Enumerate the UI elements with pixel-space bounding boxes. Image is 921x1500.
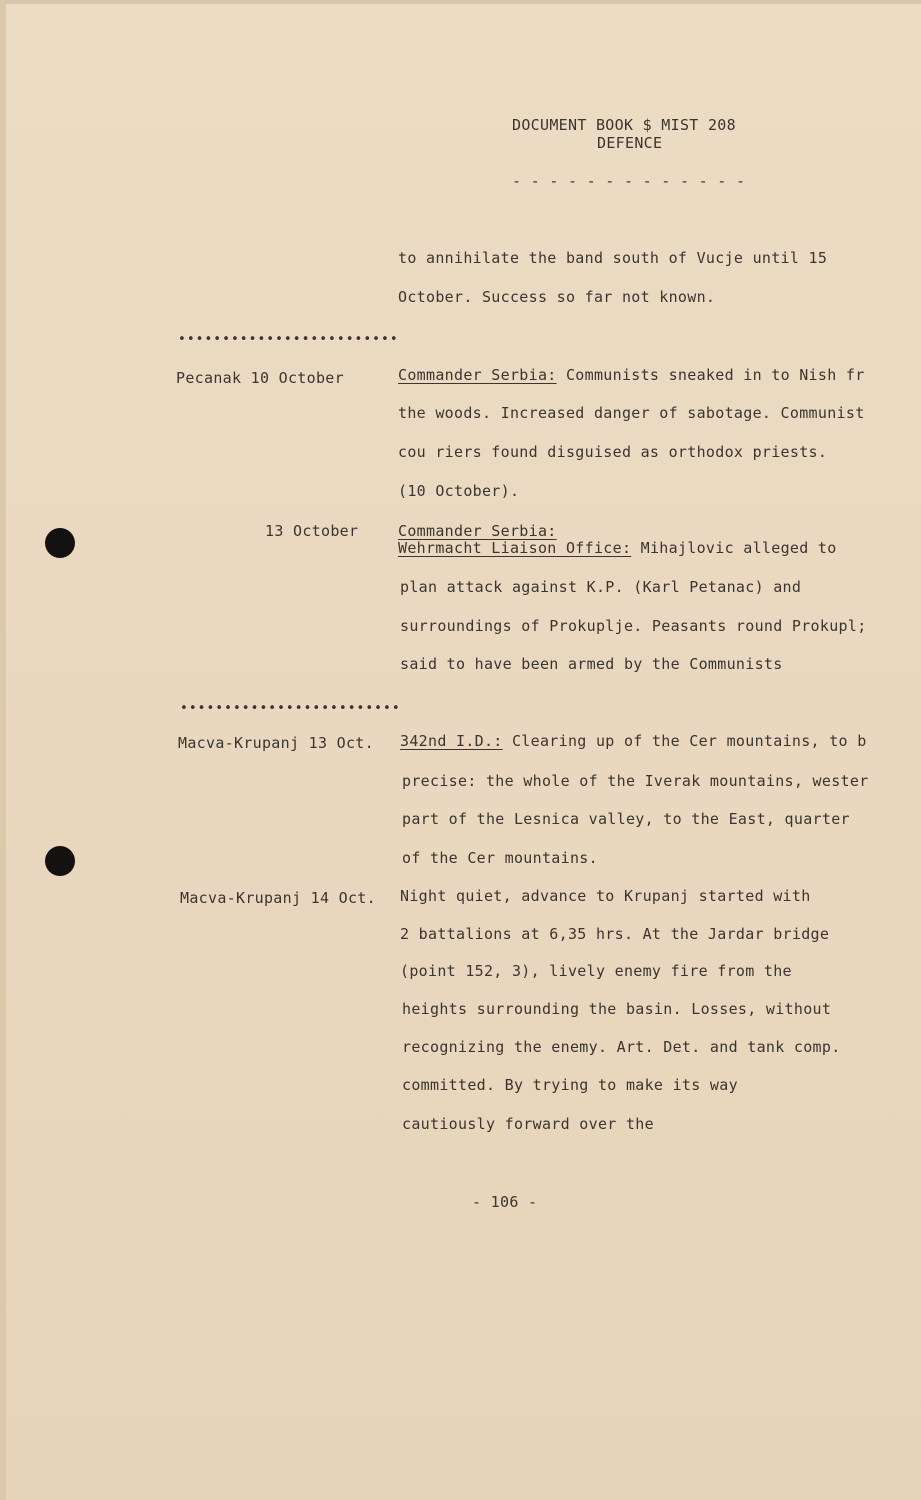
entry-1-line-3: cou riers found disguised as orthodox priests. — [398, 443, 828, 461]
entry-3-heading: 342nd I.D.: — [400, 732, 503, 750]
entry-2-line-2 — [398, 539, 837, 557]
entry-2-line-4: surroundings of Prokuplje. Peasants round Prokupl; — [400, 617, 867, 635]
entry-1-line-2: the woods. Increased danger of sabotage. Communist — [398, 404, 865, 422]
document-book-title: DOCUMENT BOOK $ MIST 208 — [512, 116, 736, 134]
intro-line-1: to annihilate the band south of Vucje until 15 — [398, 249, 828, 267]
separator-dots-2: ••••••••••••••••••••••••• — [180, 701, 401, 716]
entry-4-line-3: (point 152, 3), lively enemy fire from the — [400, 962, 792, 980]
entry-3-line-4: of the Cer mountains. — [402, 849, 598, 867]
entry-4-line-1: Night quiet, advance to Krupanj started with — [400, 887, 811, 905]
separator-dots-1: ••••••••••••••••••••••••• — [178, 332, 399, 347]
entry-label-macva-13: Macva-Krupanj 13 Oct. — [178, 734, 374, 752]
entry-3-line-3: part of the Lesnica valley, to the East, quarter — [402, 810, 850, 828]
entry-1-heading: Commander Serbia: — [398, 366, 557, 384]
punch-hole-upper — [45, 528, 75, 558]
entry-3-line-2: precise: the whole of the Iverak mountains, wester — [402, 772, 869, 790]
entry-1-line-1 — [398, 366, 865, 384]
entry-4-line-4: heights surrounding the basin. Losses, without — [402, 1000, 832, 1018]
entry-2-line-5: said to have been armed by the Communists — [400, 655, 783, 673]
entry-1-line-4: (10 October). — [398, 482, 520, 500]
entry-label-pecanak: Pecanak 10 October — [176, 369, 344, 387]
punch-hole-lower — [45, 846, 75, 876]
entry-2-line-2-text: Mihajlovic alleged to — [631, 539, 837, 557]
defence-label: DEFENCE — [597, 134, 663, 152]
entry-4-line-6: committed. By trying to make its way — [402, 1076, 738, 1094]
entry-3-line-1-text: Clearing up of the Cer mountains, to b — [502, 732, 867, 750]
entry-4-line-5: recognizing the enemy. Art. Det. and tank comp. — [402, 1038, 841, 1056]
entry-4-line-7: cautiously forward over the — [402, 1115, 654, 1133]
entry-1-line-1-text: Communists sneaked in to Nish fr — [556, 366, 865, 384]
entry-2-liaison-heading: Wehrmacht Liaison Office: — [398, 539, 632, 557]
intro-line-2: October. Success so far not known. — [398, 288, 716, 306]
entry-label-macva-14: Macva-Krupanj 14 Oct. — [180, 889, 376, 907]
entry-3-line-1 — [400, 732, 867, 750]
header-rule: - - - - - - - - - - - - - — [512, 172, 746, 190]
entry-label-13-october: 13 October — [265, 522, 359, 540]
entry-4-line-2: 2 battalions at 6,35 hrs. At the Jardar bridge — [400, 925, 830, 943]
paper-edge-top — [0, 0, 921, 4]
entry-2-line-3: plan attack against K.P. (Karl Petanac) and — [400, 578, 802, 596]
page-number: - 106 - — [472, 1193, 538, 1211]
paper-edge-left — [0, 0, 6, 1500]
entry-2-commander-heading: Commander Serbia: — [398, 522, 557, 540]
entry-2-heading-1 — [398, 522, 557, 540]
